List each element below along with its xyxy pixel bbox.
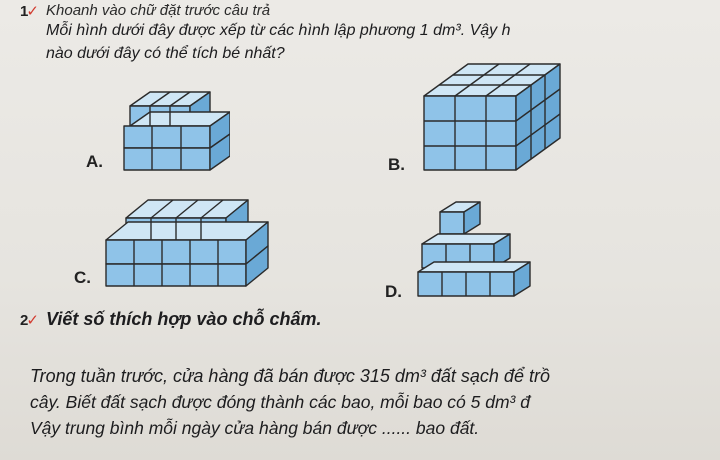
figure-b-cubes	[416, 56, 566, 176]
unit-text: dm³	[485, 392, 516, 412]
line-text-end: . Vậy h	[460, 22, 511, 39]
unit-text: dm³	[394, 366, 426, 386]
line-text: Mỗi hình dưới đây được xếp từ các hình lập phương 1	[46, 22, 429, 39]
option-d-label: D.	[385, 282, 402, 301]
question-2-line-3: Vậy trung bình mỗi ngày cửa hàng bán được ...... bao đất.	[30, 418, 480, 438]
question-number: 2	[20, 311, 29, 329]
question-2-number	[20, 311, 39, 329]
figure-d-cubes	[414, 198, 534, 302]
option-a-label: A.	[86, 152, 103, 171]
question-2-title: Viết số thích hợp vào chỗ chấm.	[46, 309, 322, 329]
option-b-label: B.	[388, 155, 405, 174]
question-2-line-1	[30, 366, 550, 387]
question-2-line-2	[30, 392, 530, 413]
question-number: 1	[20, 2, 29, 20]
question-1-line-2: nào dưới đây có thể tích bé nhất?	[46, 45, 285, 62]
unit-text: dm³	[433, 22, 461, 39]
line-text-end: đất sạch để trồ	[430, 366, 550, 386]
question-1-number	[20, 2, 39, 20]
option-c-label: C.	[74, 268, 91, 287]
line-text-end: đ	[520, 392, 530, 412]
line-text: Trong tuần trước, cửa hàng đã bán được 315	[30, 366, 390, 386]
line-text: cây. Biết đất sạch được đóng thành các bao, mỗi bao có 5	[30, 392, 481, 412]
figure-a-cubes	[110, 86, 230, 176]
question-1-header: Khoanh vào chữ đặt trước câu trả	[46, 2, 271, 19]
question-1-line-1	[46, 22, 511, 40]
figure-c-cubes	[96, 188, 276, 292]
check-mark-icon: ✓	[26, 312, 39, 329]
check-mark-icon: ✓	[26, 3, 39, 20]
